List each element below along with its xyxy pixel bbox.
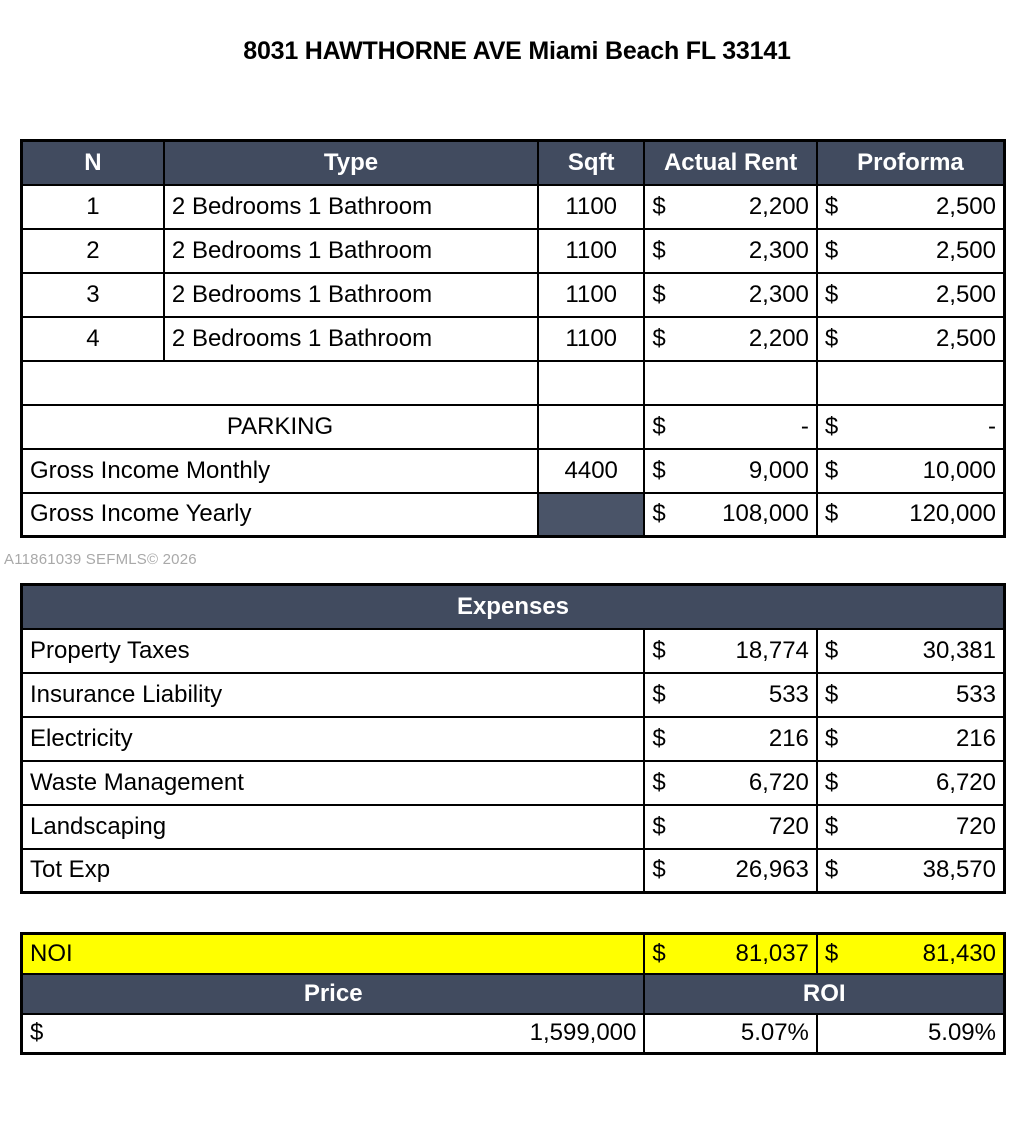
expense-actual [644,761,817,805]
amount: 38,570 [922,856,996,884]
currency-symbol: $ [824,456,839,484]
noi-proforma [817,934,1005,974]
unit-number: 4 [22,317,164,361]
expense-label: Waste Management [22,761,645,805]
currency-symbol: $ [824,236,839,264]
amount: 81,430 [922,939,996,967]
currency-symbol: $ [652,636,666,664]
expenses-header-row [22,585,1005,629]
table-row [22,229,1005,273]
expense-actual [644,717,817,761]
table-row [22,317,1005,361]
amount: 2,200 [748,324,809,352]
currency-symbol: $ [824,192,839,220]
spacer-proforma [817,361,1005,405]
unit-sqft: 1100 [538,185,644,229]
unit-type: 2 Bedrooms 1 Bathroom [164,229,538,273]
total-expenses-actual [644,849,817,893]
unit-type: 2 Bedrooms 1 Bathroom [164,273,538,317]
expense-proforma [817,717,1005,761]
noi-row [22,934,1005,974]
total-expenses-row [22,849,1005,893]
expenses-header: Expenses [22,585,1005,629]
col-header-sqft: Sqft [538,141,644,185]
currency-symbol: $ [652,680,666,708]
expense-actual [644,805,817,849]
currency-symbol: $ [824,768,839,796]
unit-actual-rent [644,317,817,361]
amount: - [988,412,996,440]
parking-sqft [538,405,644,449]
amount: 30,381 [922,636,996,664]
col-header-type: Type [164,141,538,185]
table-row [22,717,1005,761]
unit-proforma-rent [817,317,1005,361]
amount: 216 [768,724,809,752]
spacer-row [22,361,1005,405]
gross-yearly-sqft-blocked [538,493,644,537]
expense-proforma [817,761,1005,805]
unit-sqft: 1100 [538,273,644,317]
unit-number: 3 [22,273,164,317]
parking-row [22,405,1005,449]
amount: 26,963 [735,856,809,884]
currency-symbol: $ [824,939,839,967]
page-title: 8031 HAWTHORNE AVE Miami Beach FL 33141 [243,37,791,65]
expenses-table [20,583,1006,894]
col-header-price: Price [22,974,645,1014]
expense-actual [644,629,817,673]
unit-actual-rent [644,185,817,229]
table-row [22,805,1005,849]
spacer-sqft [538,361,644,405]
currency-symbol: $ [652,280,666,308]
expense-label: Landscaping [22,805,645,849]
unit-proforma-rent [817,229,1005,273]
unit-type: 2 Bedrooms 1 Bathroom [164,317,538,361]
amount: 18,774 [735,636,809,664]
gross-monthly-label: Gross Income Monthly [22,449,539,493]
expense-proforma [817,629,1005,673]
amount: 2,500 [935,324,996,352]
unit-number: 1 [22,185,164,229]
noi-label: NOI [22,934,645,974]
col-header-roi: ROI [644,974,1004,1014]
parking-proforma [817,405,1005,449]
amount: 216 [955,724,996,752]
currency-symbol: $ [652,412,666,440]
currency-symbol: $ [824,812,839,840]
currency-symbol: $ [652,324,666,352]
gross-yearly-label: Gross Income Yearly [22,493,539,537]
table-row [22,185,1005,229]
total-expenses-label: Tot Exp [22,849,645,893]
gross-yearly-actual [644,493,817,537]
currency-symbol: $ [824,724,839,752]
roi-proforma: 5.09% [817,1014,1005,1054]
table-row [22,673,1005,717]
mls-watermark: A11861039 SEFMLS© 2026 [4,551,197,568]
gross-monthly-sqft: 4400 [538,449,644,493]
parking-actual [644,405,817,449]
amount: 6,720 [748,768,809,796]
amount: 10,000 [922,456,996,484]
spacer-label [22,361,539,405]
amount: 120,000 [909,500,996,528]
unit-actual-rent [644,273,817,317]
expense-proforma [817,805,1005,849]
expense-label: Insurance Liability [22,673,645,717]
total-expenses-proforma [817,849,1005,893]
currency-symbol: $ [824,412,839,440]
currency-symbol: $ [652,456,666,484]
amount: 720 [955,812,996,840]
currency-symbol: $ [652,236,666,264]
units-table-header-row [22,141,1005,185]
unit-type: 2 Bedrooms 1 Bathroom [164,185,538,229]
parking-label: PARKING [22,405,539,449]
unit-number: 2 [22,229,164,273]
unit-sqft: 1100 [538,317,644,361]
gross-yearly-proforma [817,493,1005,537]
summary-header-row [22,974,1005,1014]
currency-symbol: $ [824,856,839,884]
amount: 2,300 [748,280,809,308]
gross-monthly-actual [644,449,817,493]
amount: 2,300 [748,236,809,264]
gross-income-monthly-row [22,449,1005,493]
currency-symbol: $ [30,1019,44,1047]
table-row [22,761,1005,805]
amount: 533 [768,680,809,708]
expense-label: Property Taxes [22,629,645,673]
price-value [22,1014,645,1054]
expense-label: Electricity [22,717,645,761]
amount: 2,200 [748,192,809,220]
currency-symbol: $ [824,680,839,708]
amount: 2,500 [935,192,996,220]
amount: 2,500 [935,236,996,264]
unit-proforma-rent [817,273,1005,317]
expense-proforma [817,673,1005,717]
amount: 533 [955,680,996,708]
roi-actual: 5.07% [644,1014,817,1054]
currency-symbol: $ [652,724,666,752]
unit-sqft: 1100 [538,229,644,273]
noi-actual [644,934,817,974]
amount: 81,037 [735,939,809,967]
col-header-proforma: Proforma [817,141,1005,185]
amount: 108,000 [722,500,809,528]
amount: 720 [768,812,809,840]
amount: 2,500 [935,280,996,308]
currency-symbol: $ [652,192,666,220]
unit-proforma-rent [817,185,1005,229]
amount: 1,599,000 [529,1019,637,1047]
amount: 6,720 [935,768,996,796]
currency-symbol: $ [824,500,839,528]
currency-symbol: $ [824,636,839,664]
expense-actual [644,673,817,717]
table-row [22,273,1005,317]
col-header-n: N [22,141,164,185]
currency-symbol: $ [652,500,666,528]
currency-symbol: $ [824,280,839,308]
currency-symbol: $ [824,324,839,352]
summary-table [20,932,1006,1055]
amount: 9,000 [748,456,809,484]
currency-symbol: $ [652,939,666,967]
units-income-table [20,139,1006,538]
table-row [22,629,1005,673]
currency-symbol: $ [652,812,666,840]
gross-income-yearly-row [22,493,1005,537]
unit-actual-rent [644,229,817,273]
amount: - [800,412,809,440]
gross-monthly-proforma [817,449,1005,493]
currency-symbol: $ [652,768,666,796]
summary-value-row [22,1014,1005,1054]
spacer-actual [644,361,817,405]
currency-symbol: $ [652,856,666,884]
col-header-actual-rent: Actual Rent [644,141,817,185]
